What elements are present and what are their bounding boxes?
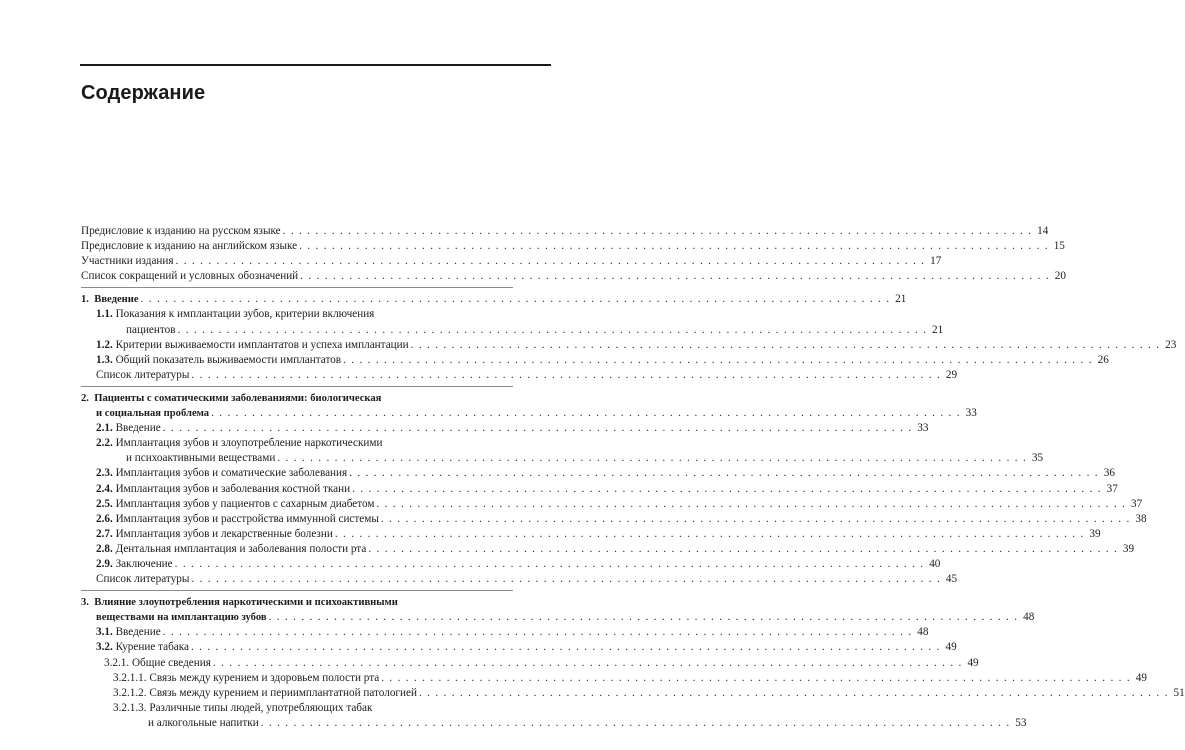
section-title: Общий показатель выживаемости имплантатов	[115, 353, 342, 366]
section-number: 2.8.	[96, 542, 113, 555]
toc-subsection-3-2-1-3[interactable]	[81, 701, 513, 716]
chapter-number: 3.	[81, 597, 89, 609]
toc-entry-page: 29	[945, 368, 958, 381]
toc-entry-label: Участники издания	[81, 255, 174, 268]
dot-leader	[300, 269, 1050, 284]
chapter-title: Влияние злоупотребления наркотическими и психоактивными	[94, 597, 398, 609]
section-title: Список литературы	[96, 573, 190, 586]
toc-references-2[interactable]	[81, 572, 958, 587]
toc-entry-page: 38	[1135, 512, 1147, 525]
toc-subsection-3-2-1-3-cont[interactable]	[81, 716, 1027, 731]
section-title: Заключение	[115, 557, 173, 570]
section-number: 3.1.	[96, 626, 113, 639]
section-number: 3.2.	[96, 641, 113, 654]
toc-entry-label: Предисловие к изданию на английском языке	[81, 240, 298, 253]
toc-section-2-2-cont[interactable]	[81, 451, 1044, 466]
section-divider	[81, 287, 513, 288]
section-title: Введение	[115, 422, 161, 435]
toc-subsection-3-2-1-2[interactable]	[81, 686, 1185, 701]
toc-subsection-3-2-1[interactable]	[81, 656, 979, 671]
toc-section-2-4[interactable]	[81, 482, 1118, 497]
toc-subsection-3-2-1-1[interactable]	[81, 671, 1147, 686]
dot-leader	[277, 451, 1027, 466]
toc-entry-page: 39	[1122, 542, 1135, 555]
section-title: Список литературы	[96, 368, 190, 381]
section-number: 1.2.	[96, 338, 113, 351]
toc-entry-page: 49	[967, 656, 979, 669]
dot-leader	[419, 686, 1169, 701]
subsection-title: 3.2.1.1. Связь между курением и здоровьем полости рта	[113, 671, 380, 684]
toc-chapter-2[interactable]	[81, 391, 513, 406]
dot-leader	[335, 527, 1085, 542]
toc-entry-page: 21	[895, 293, 907, 306]
chapter-title-cont: веществами на имплантацию зубов	[96, 612, 267, 624]
section-number: 2.1.	[96, 422, 113, 435]
dot-leader	[141, 292, 891, 307]
toc-section-2-3[interactable]	[81, 466, 1115, 481]
dot-leader	[283, 224, 1033, 239]
toc-entry-label: Предисловие к изданию на русском языке	[81, 225, 281, 237]
subsection-title: 3.2.1.2. Связь между курением и периимплантатной патологией	[113, 686, 417, 699]
section-number: 1.1.	[96, 308, 113, 321]
dot-leader	[178, 323, 928, 338]
toc-entry-page: 33	[965, 407, 977, 420]
toc-entry-page: 26	[1097, 353, 1109, 366]
toc-entry-page: 51	[1173, 686, 1185, 699]
toc-entry-page: 53	[1015, 716, 1027, 729]
toc-entry-page: 35	[1031, 452, 1044, 465]
toc-entry-preface-english[interactable]	[81, 239, 1065, 254]
toc-section-1-3[interactable]	[81, 353, 1109, 368]
chapter-number: 2.	[81, 392, 89, 404]
dot-leader	[163, 625, 913, 640]
toc-entry-page: 20	[1054, 270, 1066, 283]
dot-leader	[381, 671, 1131, 686]
toc-entry-page: 39	[1089, 527, 1101, 540]
section-title: Имплантация зубов у пациентов с сахарным диабетом	[115, 497, 375, 510]
toc-section-2-6[interactable]	[81, 512, 1147, 527]
dot-leader	[211, 406, 961, 421]
toc-entry-contributors[interactable]	[81, 254, 942, 269]
toc-section-3-1[interactable]	[81, 625, 929, 640]
section-title-cont: и психоактивными веществами	[126, 452, 276, 465]
dot-leader	[381, 512, 1131, 527]
header-rule	[80, 64, 551, 66]
toc-section-1-1[interactable]	[81, 307, 513, 322]
toc-section-2-9[interactable]	[81, 557, 941, 572]
section-title: Имплантация зубов и лекарственные болезни	[115, 527, 333, 540]
dot-leader	[163, 421, 913, 436]
dot-leader	[269, 610, 1019, 625]
dot-leader	[343, 353, 1093, 368]
section-title: Имплантация зубов и заболевания костной ткани	[115, 482, 351, 495]
toc-section-2-1[interactable]	[81, 421, 929, 436]
toc-entry-page: 48	[917, 626, 929, 639]
toc-entry-page: 40	[929, 557, 941, 570]
section-number: 2.2.	[96, 437, 113, 450]
section-title: Критерии выживаемости имплантатов и успеха имплантации	[115, 338, 409, 351]
dot-leader	[213, 656, 963, 671]
toc-section-1-2[interactable]	[81, 338, 1177, 353]
toc-chapter-3[interactable]	[81, 595, 513, 610]
chapter-number: 1.	[81, 294, 89, 306]
subsection-title: 3.2.1. Общие сведения	[104, 656, 211, 669]
toc-chapter-3-cont[interactable]	[81, 610, 1035, 625]
toc-entry-page: 23	[1165, 338, 1177, 351]
toc-chapter-2-cont[interactable]	[81, 406, 977, 421]
table-of-contents	[81, 224, 1185, 731]
toc-entry-page: 33	[917, 422, 929, 435]
dot-leader	[349, 466, 1099, 481]
dot-leader	[175, 557, 925, 572]
dot-leader	[352, 482, 1102, 497]
toc-section-1-1-cont[interactable]	[81, 323, 944, 338]
toc-section-2-2[interactable]	[81, 436, 513, 451]
section-number: 2.3.	[96, 467, 113, 480]
toc-entry-page: 37	[1130, 497, 1143, 510]
toc-chapter-1[interactable]	[81, 292, 907, 307]
section-title: Дентальная имплантация и заболевания полости рта	[115, 542, 367, 555]
subsection-title-cont: и алкогольные напитки	[148, 716, 259, 729]
toc-entry-page: 21	[932, 323, 944, 336]
section-title: Показания к имплантации зубов, критерии включения	[115, 308, 375, 321]
section-title: Имплантация зубов и расстройства иммунной системы	[115, 512, 379, 525]
section-divider	[81, 386, 513, 387]
toc-entry-page: 49	[945, 641, 957, 654]
section-title: Имплантация зубов и злоупотребление наркотическими	[115, 437, 383, 450]
toc-entry-page: 36	[1103, 467, 1115, 480]
dot-leader	[299, 239, 1049, 254]
dot-leader	[191, 640, 941, 655]
subsection-title: 3.2.1.3. Различные типы людей, употребляющих табак	[113, 701, 373, 714]
section-title-cont: пациентов	[126, 323, 176, 336]
section-title: Курение табака	[115, 641, 189, 654]
section-number: 2.5.	[96, 497, 113, 510]
toc-references-1[interactable]	[81, 368, 958, 383]
section-number: 2.7.	[96, 527, 113, 540]
section-number: 2.6.	[96, 512, 113, 525]
toc-section-3-2[interactable]	[81, 640, 957, 655]
section-title: Введение	[115, 626, 161, 639]
section-number: 2.9.	[96, 557, 113, 570]
toc-entry-page: 48	[1023, 611, 1035, 624]
dot-leader	[176, 254, 926, 269]
chapter-title: Введение	[94, 294, 139, 306]
toc-entry-page: 17	[930, 255, 942, 268]
page-title: Содержание	[81, 82, 206, 104]
toc-section-2-5[interactable]	[81, 497, 1143, 512]
section-title: Имплантация зубов и соматические заболевания	[115, 467, 348, 480]
toc-entry-page: 45	[945, 573, 958, 586]
toc-entry-page: 15	[1053, 240, 1065, 253]
chapter-title-cont: и социальная проблема	[96, 408, 210, 420]
section-number: 2.4.	[96, 482, 113, 495]
chapter-title: Пациенты с соматическими заболеваниями: биологическая	[94, 392, 382, 404]
dot-leader	[191, 572, 941, 587]
dot-leader	[411, 338, 1161, 353]
section-divider	[81, 590, 513, 591]
toc-section-2-8[interactable]	[81, 542, 1135, 557]
dot-leader	[261, 716, 1011, 731]
section-number: 1.3.	[96, 353, 113, 366]
toc-entry-abbreviations[interactable]	[81, 269, 1066, 284]
toc-entry-page: 14	[1037, 225, 1049, 237]
dot-leader	[191, 368, 941, 383]
toc-entry-page: 37	[1106, 482, 1118, 495]
toc-entry-preface-russian[interactable]	[81, 224, 1049, 239]
dot-leader	[368, 542, 1118, 557]
toc-entry-label: Список сокращений и условных обозначений	[81, 270, 299, 283]
toc-entry-page: 49	[1135, 671, 1147, 684]
dot-leader	[376, 497, 1126, 512]
toc-section-2-7[interactable]	[81, 527, 1101, 542]
